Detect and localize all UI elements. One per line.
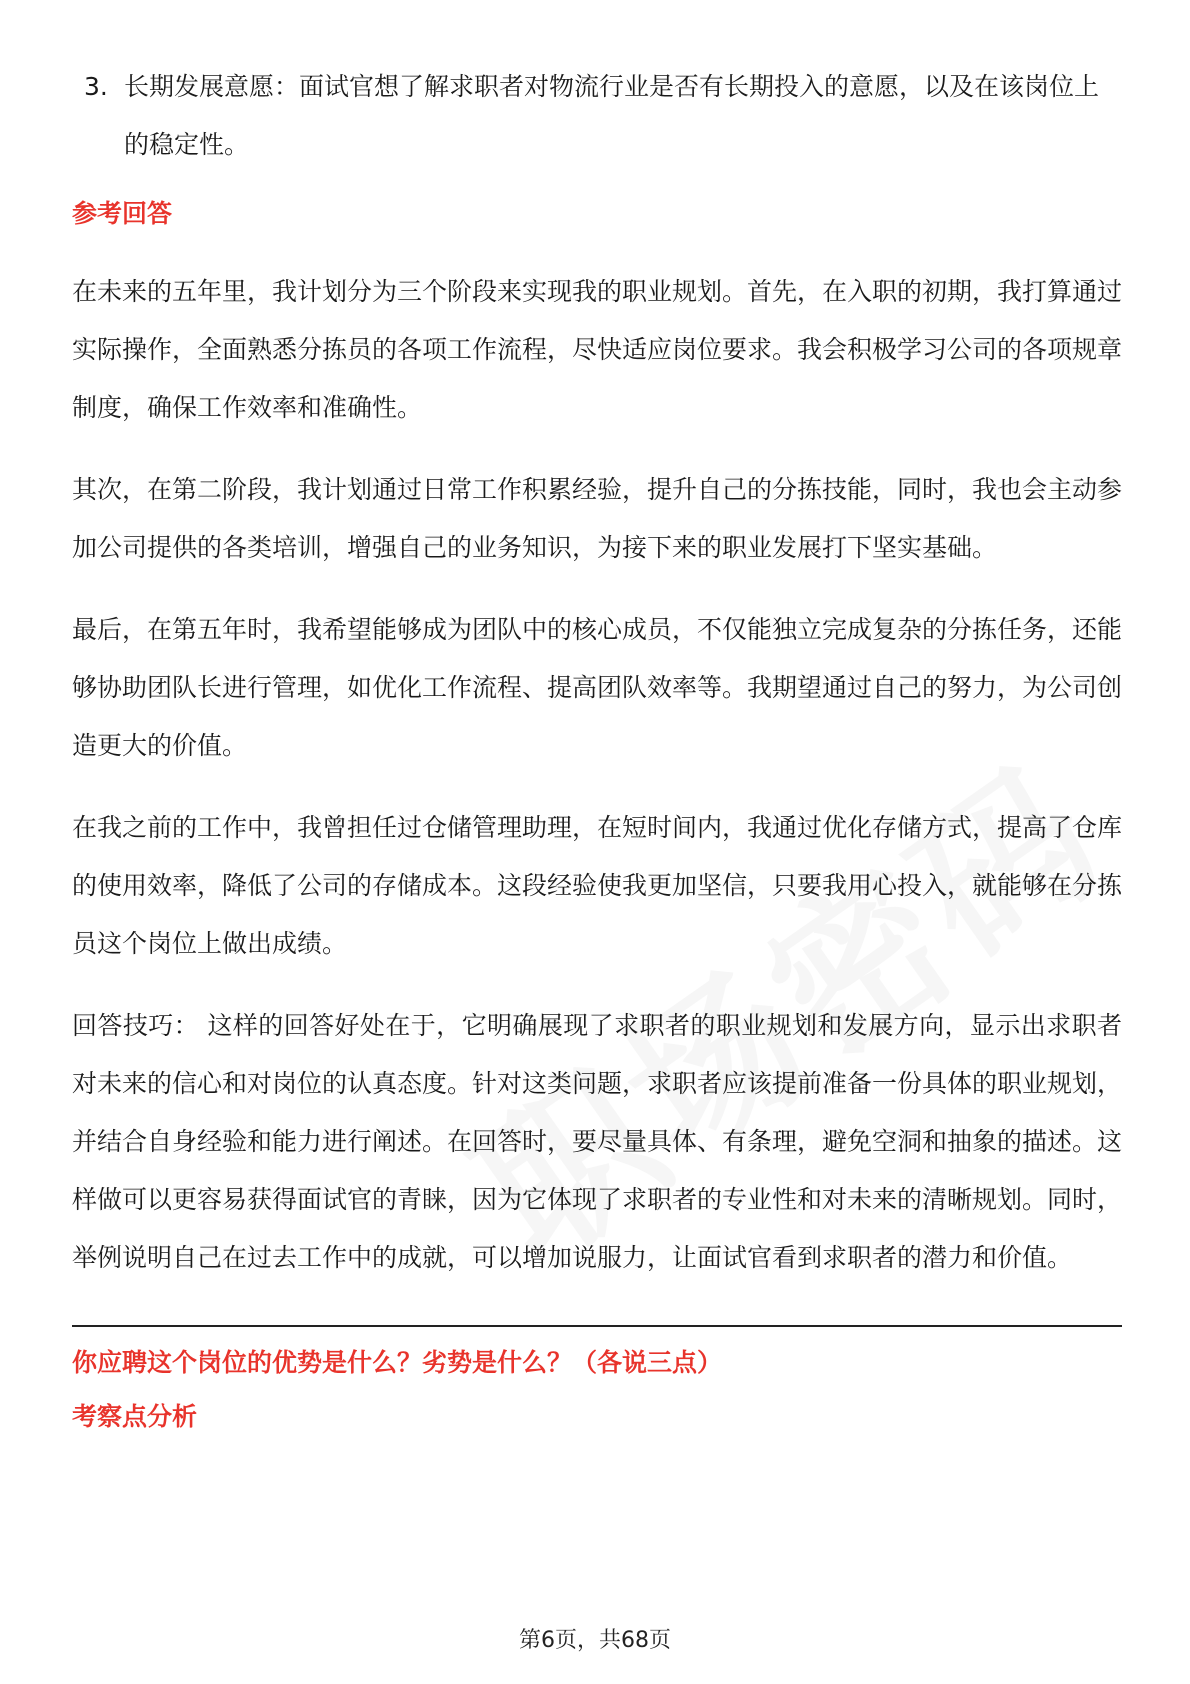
answer-paragraph-4: 在我之前的工作中，我曾担任过仓储管理助理，在短时间内，我通过优化存储方式，提高了仓库的使用效率，降低了公司的存储成本。这段经验使我更加坚信，只要我用心投入，就能够在分拣员这个岗位上做出成绩。 bbox=[72, 813, 1123, 958]
question-title: 你应聘这个岗位的优势是什么？劣势是什么？（各说三点） bbox=[72, 1348, 723, 1377]
answer-paragraph-3: 最后，在第五年时，我希望能够成为团队中的核心成员，不仅能独立完成复杂的分拣任务，还能够协助团队长进行管理，如优化工作流程、提高团队效率等。我期望通过自己的努力，为公司创造更大的价值。 bbox=[72, 615, 1123, 760]
list-number: 3. bbox=[84, 72, 108, 101]
page-content bbox=[72, 58, 1122, 1439]
list-item-text: 面试官想了解求职者对物流行业是否有长期投入的意愿，以及在该岗位上的稳定性。 bbox=[124, 72, 1100, 159]
answer-paragraph-2: 其次，在第二阶段，我计划通过日常工作积累经验，提升自己的分拣技能，同时，我也会主动参加公司提供的各类培训，增强自己的业务知识，为接下来的职业发展打下坚实基础。 bbox=[72, 475, 1123, 562]
page-number: 第6页，共68页 bbox=[0, 1626, 1190, 1656]
section-divider bbox=[72, 1325, 1122, 1327]
answer-paragraph-1: 在未来的五年里，我计划分为三个阶段来实现我的职业规划。首先，在入职的初期，我打算通过实际操作，全面熟悉分拣员的各项工作流程，尽快适应岗位要求。我会积极学习公司的各项规章制度，确保工作效率和准确性。 bbox=[72, 277, 1123, 422]
list-item-3 bbox=[72, 58, 1122, 174]
reference-answer-heading: 参考回答 bbox=[72, 199, 173, 228]
answer-tips-paragraph: 回答技巧： 这样的回答好处在于，它明确展现了求职者的职业规划和发展方向，显示出求职者对未来的信心和对岗位的认真态度。针对这类问题，求职者应该提前准备一份具体的职业规划，并结合自身经验和能力进行阐述。在回答时，要尽量具体、有条理，避免空洞和抽象的描述。这样做可以更容易获得面试官的青睐，因为它体现了求职者的专业性和对未来的清晰规划。同时，举例说明自己在过去工作中的成就，可以增加说服力，让面试官看到求职者的潜力和价值。 bbox=[72, 1011, 1123, 1272]
analysis-heading: 考察点分析 bbox=[72, 1402, 198, 1431]
list-item-title: 长期发展意愿： bbox=[124, 72, 300, 101]
